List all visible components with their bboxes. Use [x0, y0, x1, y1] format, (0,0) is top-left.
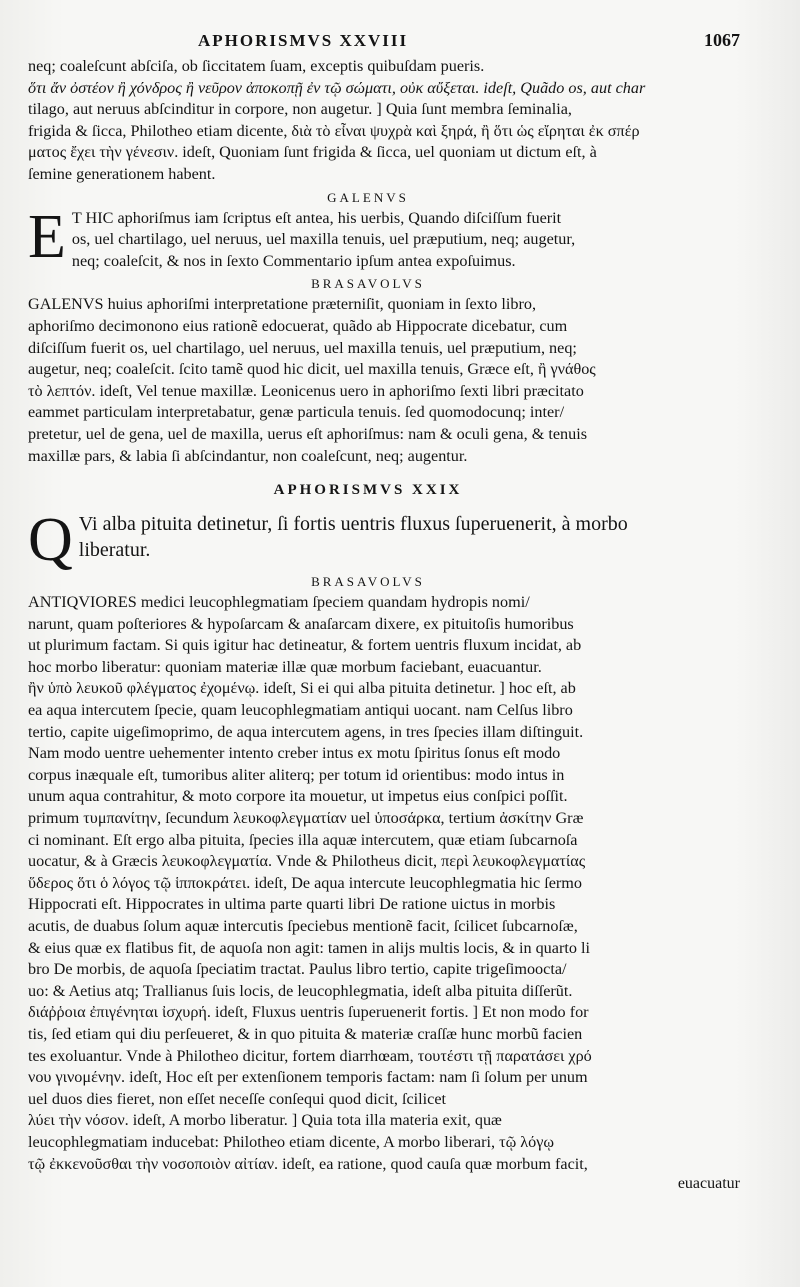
text-line: τὸ λεπτόν. ideſt, Vel tenue maxillæ. Leonicenus uero in aphoriſmo ſexti libri præcitato [28, 381, 584, 400]
section-heading-brasavolus: BRASAVOLVS [311, 276, 425, 292]
text-line: liberatur. [78, 539, 151, 562]
text-line: uocatur, & à Græcis λευκοφλεγματία. Vnde & Philotheus dicit, περὶ λευκοφλεγματίας [28, 852, 586, 871]
text-line: ὕδερος ὅτι ὁ λόγος τῷ ἱπποκράτει. ideſt, De aqua intercute leucophlegmatia hic ſermo [28, 873, 582, 892]
text-line: narunt, quam poſteriores & hypoſarcam & anaſarcam dixere, ex pituitoſis humoribus [28, 614, 574, 633]
aphorism-heading: APHORISMVS XXIX [273, 482, 463, 499]
text-line: νου γινομένην. ideſt, Hoc eſt per extenſionem temporis factam: nam ſi ſolum per unum [28, 1068, 588, 1087]
text-line: frigida & ſicca, Philotheo etiam dicente, διὰ τὸ εἶναι ψυχρὰ καὶ ξηρά, ἢ ὅτι ὡς εἴρηται ἐκ σπέρ [28, 121, 640, 140]
catchword: euacuatur [677, 1175, 740, 1193]
text-line: ea aqua intercutem ſpecie, quam leucophlegmatiam antiqui uocant. nam Celſus libro [28, 701, 573, 720]
text-line: λύει τὴν νόσον. ideſt, A morbo liberatur. ] Quia tota illa materia exit, quæ [28, 1111, 502, 1130]
section-heading-brasavolus-2: BRASAVOLVS [311, 574, 425, 590]
text-line: διάῤῥοια ἐπιγένηται ἰσχυρή. ideſt, Fluxus uentris ſuperuenerit fortis. ] Et non modo for [28, 1003, 589, 1022]
text-line: pretetur, uel de gena, uel de maxilla, uerus eſt aphoriſmus: nam & oculi gena, & tenuis [28, 424, 588, 443]
drop-cap-letter: Q [28, 506, 73, 575]
text-line: bro De morbis, de aquoſa ſpeciatim tractat. Paulus libro tertio, capite trigeſimoocta/ [28, 960, 567, 979]
page-number: 1067 [704, 30, 740, 50]
text-line: os, uel chartilago, uel neruus, uel maxilla tenuis, uel præputium, neq; augetur, [71, 230, 576, 249]
text-line: ci nominant. Eſt ergo alba pituita, ſpecies illa aquæ intercutem, quæ etiam ſubcarnoſa [28, 830, 578, 849]
text-line: neq; coaleſcunt abſciſa, ob ſiccitatem ſuam, exceptis quibuſdam pueris. [28, 57, 485, 75]
running-head [198, 30, 740, 56]
text-line: neq; coaleſcit, & nos in ſexto Commentario ipſum antea expoſuimus. [71, 251, 516, 270]
text-line: GALENVS huius aphoriſmi interpretatione præterniſit, quoniam in ſexto libro, [28, 295, 537, 314]
text-line: uel duos dies fieret, non eſſet neceſſe conſequi quod dicit, ſcilicet [28, 1089, 447, 1108]
text-line: uo: & Aetius atq; Trallianus ſuis locis, de leucophlegmatia, ideſt alba pituita diſſerũt. [28, 981, 573, 1000]
text-line: tis, ſed etiam qui diu perſeueret, & in quo pituita & materiæ craſſæ hunc morbũ facien [28, 1024, 583, 1043]
text-line: augetur, neq; coaleſcit. ſcito tamẽ quod hic dicit, uel maxilla tenuis, Græce eſt, ἢ γνάθος [28, 360, 596, 379]
text-line: diſciſſum fuerit os, uel chartilago, uel neruus, uel maxilla tenuis, uel præputium, neq; [28, 338, 577, 357]
section-heading-galenus: GALENVS [327, 189, 409, 205]
aphorism-29-text [28, 506, 708, 575]
text-line: aphoriſmo decimonono eius rationẽ edocuerat, quãdo ab Hippocrate dicebatur, cum [28, 316, 568, 335]
text-line: T HIC aphoriſmus iam ſcriptus eſt antea, his uerbis, Quando diſciſſum fuerit [71, 208, 562, 227]
text-line: τῷ ἐκκενοῦσθαι τὴν νοσοποιὸν αἰτίαν. ideſt, ea ratione, quod cauſa quæ morbum facit, [28, 1154, 588, 1173]
text-line: ὅτι ἄν ὀστέον ἢ χόνδρος ἢ νεῦρον ἀποκοπῇ ἐν τῷ σώματι, οὐκ αὔξεται. ideſt, Quãdo os, aut char [28, 78, 646, 97]
text-line: leucophlegmatiam inducebat: Philotheo etiam dicente, A morbo liberari, τῷ λόγῳ [28, 1132, 555, 1151]
drop-cap-letter: E [28, 202, 66, 271]
text-line: tes exoluantur. Vnde à Philotheo dicitur, fortem diarrhœam, τουτέστι τῇ παρατάσει χρό [28, 1046, 592, 1065]
text-line: Hippocrati eſt. Hippocrates in ultima parte quarti libri De ratione uictus in morbis [28, 895, 556, 914]
text-line: ματος ἔχει τὴν γένεσιν. ideſt, Quoniam ſunt frigida & ſicca, uel quoniam ut dictum eſt, à [28, 143, 597, 162]
text-line: acutis, de duabus ſolum aquæ intercutis ſpeciebus mentionẽ facit, ſcilicet ſubcarnoſæ, [28, 917, 578, 935]
paragraph-galenus [28, 202, 708, 273]
text-line: ἢν ὑπὸ λευκοῦ φλέγματος ἐχομένῳ. ideſt, Si ei qui alba pituita detinetur. ] hoc eſt, ab [28, 679, 576, 698]
text-line: maxillæ pars, & labia ſi abſcindantur, non coaleſcunt, neq; augentur. [28, 446, 468, 465]
paragraph-brasavolus-1 [28, 294, 708, 467]
text-line: & eius quæ ex flatibus fit, de aquoſa non agit: tamen in alijs multis locis, & in quarto li [28, 938, 590, 957]
paragraph-brasavolus-2 [28, 592, 708, 1175]
text-line: hoc morbo liberatur: quoniam materiæ illæ quæ morbum faciebant, euacuantur. [28, 657, 542, 676]
paragraph-aphorism28-end [28, 56, 708, 186]
text-line: unum aqua contrahitur, & moto corpore ita mouetur, ut impetus eius conſpici poſſit. [28, 787, 568, 806]
text-line: tilago, aut neruus abſcinditur in corpore, non augetur. ] Quia ſunt membra ſeminalia, [28, 100, 572, 119]
text-line: ut plurimum factam. Si quis igitur hac detineatur, & fortem uentris fluxum incidat, ab [28, 636, 582, 655]
text-line: Vi alba pituita detinetur, ſi fortis uentris fluxus ſuperuenerit, à morbo [78, 513, 628, 536]
text-line: Nam modo uentre uehementer intento creber intus ex motu ſpiritus ſonus eſt modo [28, 744, 561, 763]
text-line: primum τυμπανίτην, ſecundum λευκοφλεγματίαν uel ὑποσάρκα, tertium ἀσκίτην Græ [28, 809, 584, 828]
text-line: eammet particulam interpretabatur, genæ particula tenuis. ſed quomodocunq; inter/ [28, 403, 565, 422]
text-line: ſemine generationem habent. [28, 164, 216, 183]
text-line: corpus inæquale eſt, tumoribus aliter aliterq; per totum id orientibus: modo intus in [28, 765, 565, 784]
running-title: APHORISMVS XXVIII [198, 31, 409, 50]
text-line: ANTIQVIORES medici leucophlegmatiam ſpeciem quandam hydropis nomi/ [28, 593, 530, 612]
text-line: tertio, capite uigeſimoprimo, de aqua intercutem agens, in tres ſpecies illam diſtinguit. [28, 722, 584, 741]
